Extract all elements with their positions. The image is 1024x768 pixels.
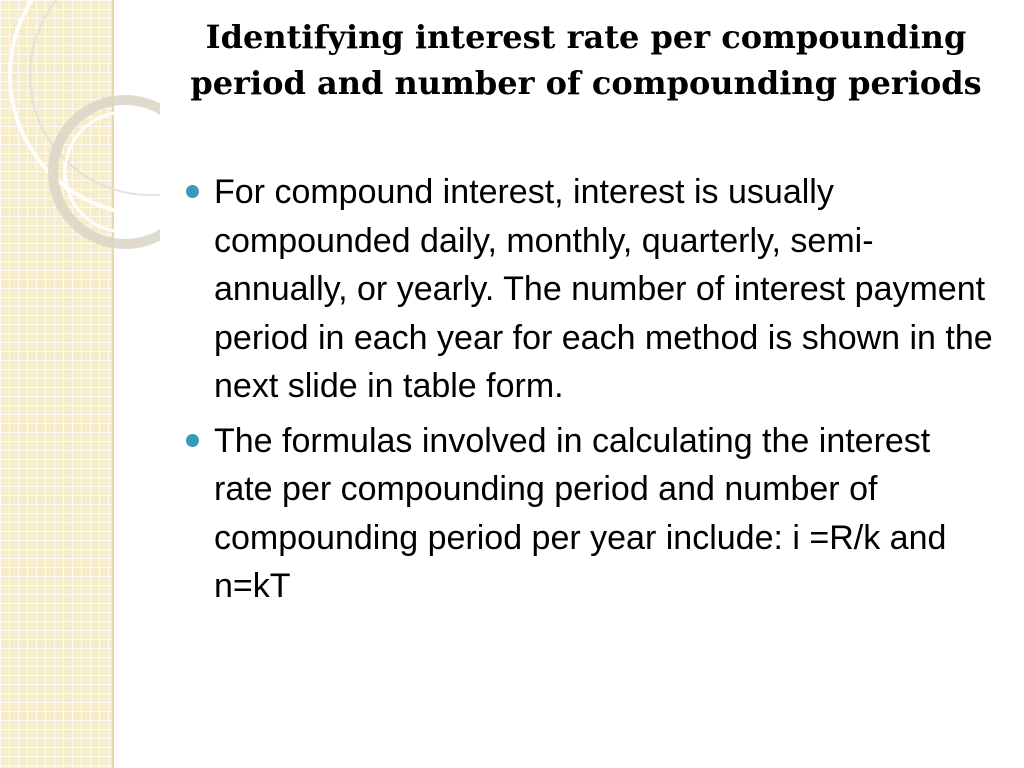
bullet-item bbox=[182, 168, 997, 411]
bullet-text: The formulas involved in calculating the interest rate per compounding period and number of compounding period per year include: i =R/k and n=kT bbox=[214, 421, 947, 605]
decorative-circles bbox=[0, 0, 160, 260]
bullet-list bbox=[182, 168, 997, 617]
bullet-text: For compound interest, interest is usually compounded daily, monthly, quarterly, semi-annually, or yearly. The number of interest payment period in each year for each method is shown in the next slide in table form. bbox=[214, 173, 993, 405]
bullet-dot-icon bbox=[186, 185, 199, 198]
bullet-item bbox=[182, 417, 997, 611]
slide-title: Identifying interest rate per compounding period and number of compounding periods bbox=[190, 18, 982, 102]
bullet-dot-icon bbox=[186, 434, 199, 447]
